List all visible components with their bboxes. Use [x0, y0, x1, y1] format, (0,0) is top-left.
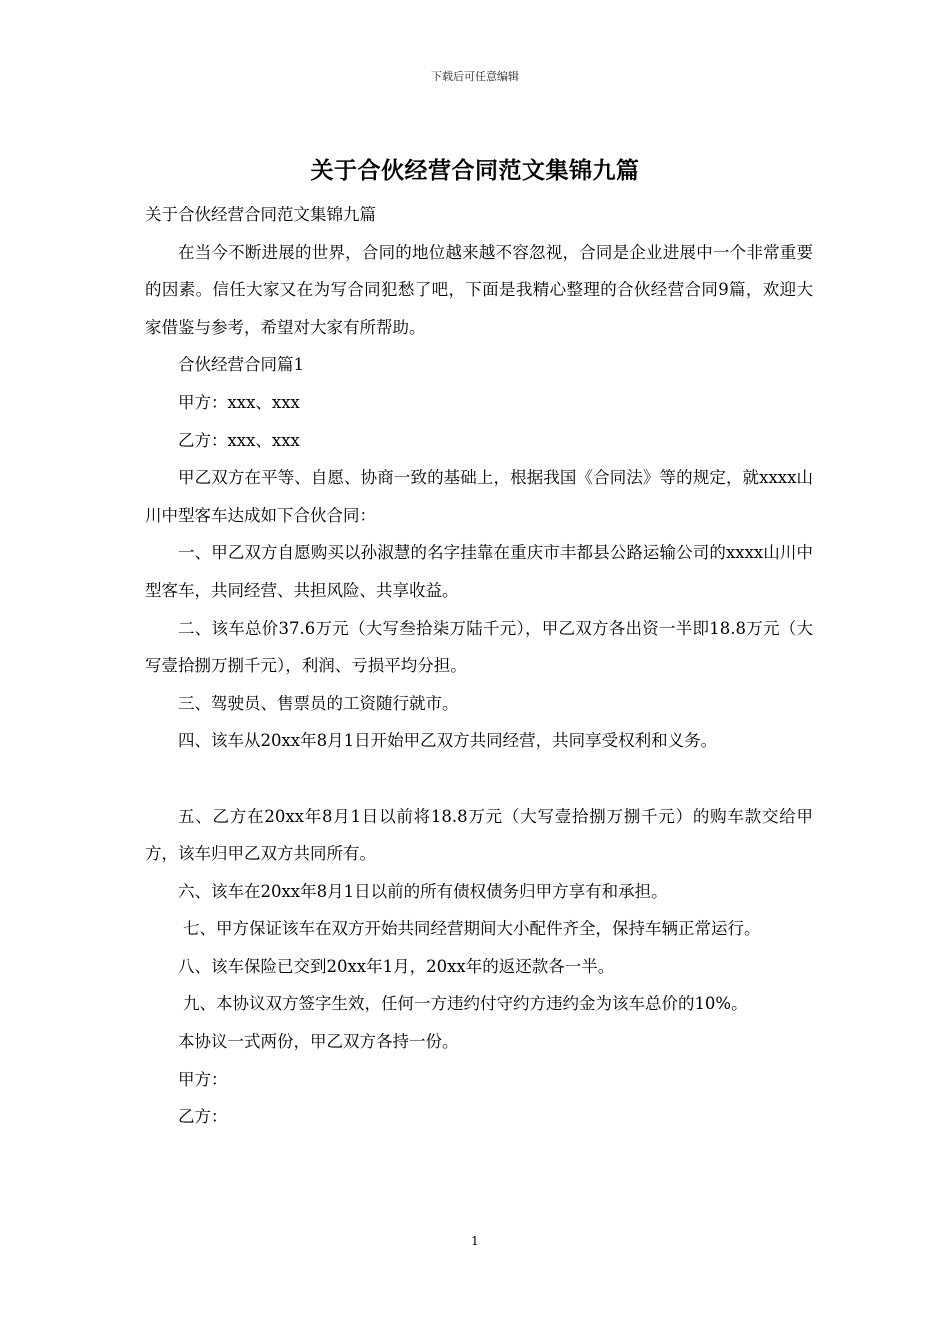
- clause-6: 六、该车在20xx年8月1日以前的所有债权债务归甲方享有和承担。: [178, 881, 668, 901]
- section-heading: 合伙经营合同篇1: [178, 355, 304, 375]
- clause-1: 一、甲乙双方自愿购买以孙淑慧的名字挂靠在重庆市丰都县公路运输公司的xxxx山川中型客车，共同经营、共担风险、共享收益。: [145, 543, 813, 600]
- signature-b: 乙方：: [178, 1107, 228, 1127]
- page-number: 1: [471, 1234, 479, 1248]
- document-title: 关于合伙经营合同范文集锦九篇: [310, 157, 640, 184]
- header-note: 下载后可任意编辑: [431, 70, 519, 83]
- clause-5: 五、乙方在20xx年8月1日以前将18.8万元（大写壹拾捌万捌千元）的购车款交给甲方，该车归甲乙双方共同所有。: [145, 806, 813, 864]
- paragraph-gap: [145, 760, 813, 798]
- signature-a: 甲方：: [178, 1069, 228, 1089]
- clause-9: 九、本协议双方签字生效，任何一方违约付守约方违约金为该车总价的10%。: [182, 994, 748, 1014]
- document-body: [145, 196, 813, 1136]
- clause-8: 八、该车保险已交到20xx年1月，20xx年的返还款各一半。: [178, 956, 615, 976]
- clause-7: 七、甲方保证该车在双方开始共同经营期间大小配件齐全，保持车辆正常运行。: [182, 919, 761, 939]
- party-a-line: 甲方：xxx、xxx: [178, 392, 300, 412]
- clause-4: 四、该车从20xx年8月1日开始甲乙双方共同经营，共同享受权利和义务。: [178, 731, 718, 751]
- document-subtitle: 关于合伙经营合同范文集锦九篇: [145, 205, 376, 224]
- party-b-line: 乙方：xxx、xxx: [178, 430, 300, 450]
- preamble-paragraph: 甲乙双方在平等、自愿、协商一致的基础上，根据我国《合同法》等的规定，就xxxx山川中型客车达成如下合伙合同：: [145, 468, 813, 525]
- closing-paragraph: 本协议一式两份，甲乙双方各持一份。: [178, 1032, 459, 1052]
- intro-paragraph: 在当今不断进展的世界，合同的地位越来越不容忽视，合同是企业进展中一个非常重要的因素。信任大家又在为写合同犯愁了吧，下面是我精心整理的合伙经营合同9篇，欢迎大家借鉴与参考，希望对大家有所帮助。: [145, 242, 813, 337]
- clause-2: 二、该车总价37.6万元（大写叁拾柒万陆千元），甲乙双方各出资一半即18.8万元（大写壹拾捌万捌千元），利润、亏损平均分担。: [145, 618, 813, 676]
- clause-3: 三、驾驶员、售票员的工资随行就市。: [178, 693, 459, 713]
